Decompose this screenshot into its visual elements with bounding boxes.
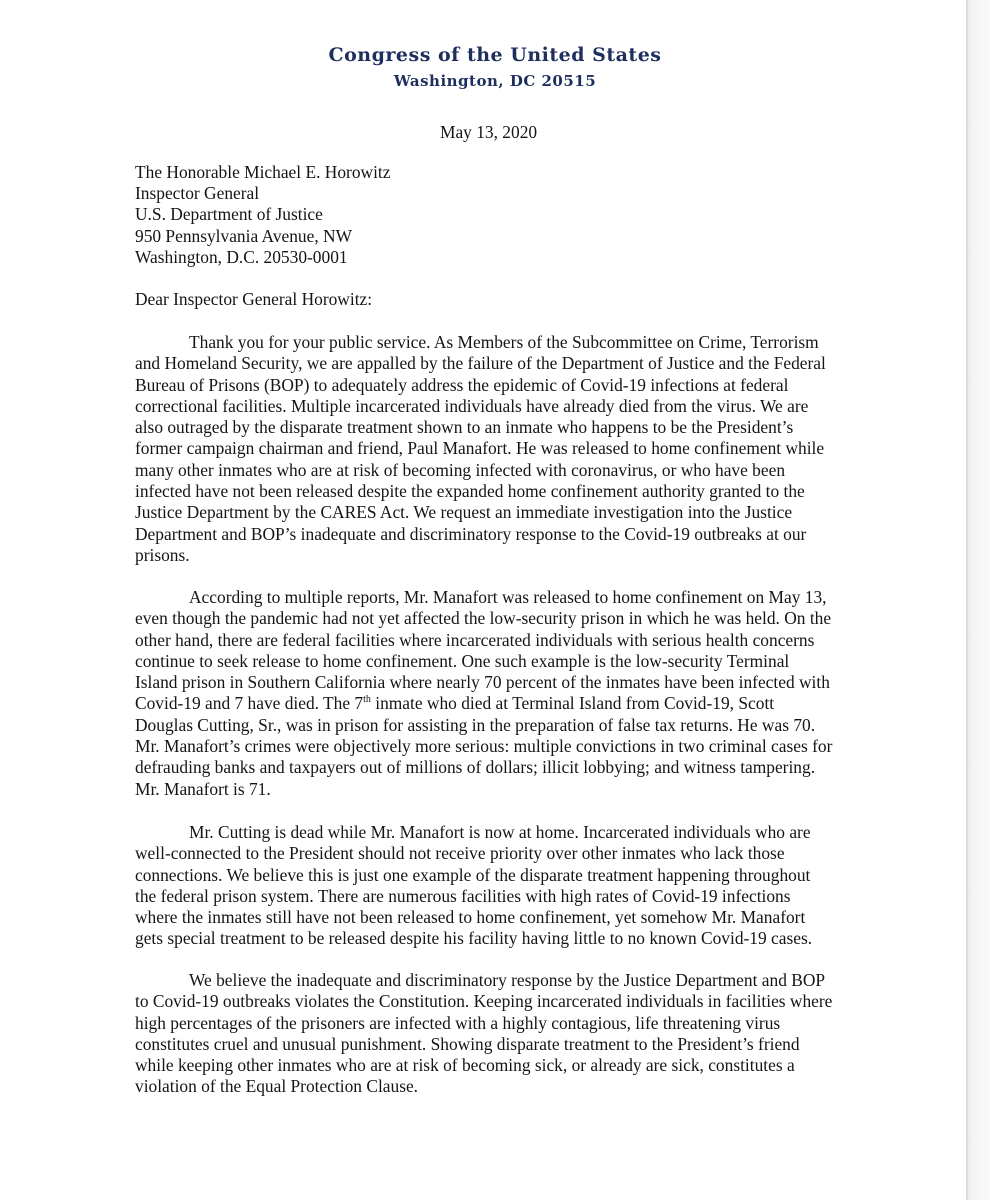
recipient-address xyxy=(135,162,390,268)
paragraph-1 xyxy=(135,332,835,566)
paragraph-3 xyxy=(135,822,835,950)
recipient-line: The Honorable Michael E. Horowitz xyxy=(135,162,391,182)
letterhead-city: Washington, DC 20515 xyxy=(393,72,597,90)
recipient-line: Inspector General xyxy=(135,183,260,204)
paragraph-2-text-a: According to multiple reports, Mr. Manafort was released to home confinement on May 13, even though the pandemic had not yet affected the low-security prison in which he was held. On the other hand, there are federal facilities where incarcerated individuals with serious health concerns continue to seek release to home confinement. One such example is the low-security Terminal Island prison in Southern California where nearly 70 percent of the inmates have been infected with Covid-19 and 7 have died. The 7 xyxy=(135,587,832,714)
ordinal-superscript: th xyxy=(363,693,371,705)
paragraph-3-text: Mr. Cutting is dead while Mr. Manafort is now at home. Incarcerated individuals who are well-connected to the President should not receive priority over other inmates who lack those connections. We believe this is just one example of the disparate treatment happening throughout the federal prison system. There are numerous facilities with high rates of Covid-19 infections where the inmates still have not been released to home confinement, yet somehow Mr. Manafort gets special treatment to be released despite his facility having little to no known Covid-19 cases. xyxy=(135,822,813,949)
recipient-line: 950 Pennsylvania Avenue, NW xyxy=(135,225,353,246)
paragraph-4 xyxy=(135,970,835,1098)
paragraph-2-text-b: inmate who died at Terminal Island from Covid-19, Scott Douglas Cutting, Sr., was in prison for assisting in the preparation of false tax returns. He was 70. Mr. Manafort’s crimes were objectively more serious: multiple convictions in two criminal cases for defrauding banks and taxpayers out of millions of dollars; illicit lobbying; and witness tampering. Mr. Manafort is 71. xyxy=(135,693,833,799)
paragraph-2 xyxy=(135,587,835,800)
recipient-line: U.S. Department of Justice xyxy=(135,204,323,225)
paragraph-1-text: Thank you for your public service. As Members of the Subcommittee on Crime, Terrorism and Homeland Security, we are appalled by the failure of the Department of Justice and the Federal Bureau of Prisons (BOP) to adequately address the epidemic of Covid-19 infections at federal correctional facilities. Multiple incarcerated individuals have already died from the virus. We are also outraged by the disparate treatment shown to an inmate who happens to be the President’s former campaign chairman and friend, Paul Manafort. He was released to home confinement while many other inmates who are at risk of becoming infected with coronavirus, or who have been infected have not been released despite the expanded home confinement authority granted to the Justice Department by the CARES Act. We request an immediate investigation into the Justice Department and BOP’s inadequate and discriminatory response to the Covid-19 outbreaks at our prisons. xyxy=(135,332,826,565)
page-edge xyxy=(968,0,990,1200)
letter-date: May 13, 2020 xyxy=(440,122,538,142)
paragraph-4-text: We believe the inadequate and discriminatory response by the Justice Department and BOP to Covid-19 outbreaks violates the Constitution. Keeping incarcerated individuals in facilities where high percentages of the prisoners are infected with a highly contagious, life threatening virus constitutes cruel and unusual punishment. Showing disparate treatment to the President’s friend while keeping other inmates who are at risk of becoming sick, or already are sick, constitutes a violation of the Equal Protection Clause. xyxy=(135,970,833,1097)
salutation: Dear Inspector General Horowitz: xyxy=(135,289,373,309)
recipient-line: Washington, D.C. 20530-0001 xyxy=(135,246,348,267)
letterhead-title: Congress of the United States xyxy=(328,44,662,66)
